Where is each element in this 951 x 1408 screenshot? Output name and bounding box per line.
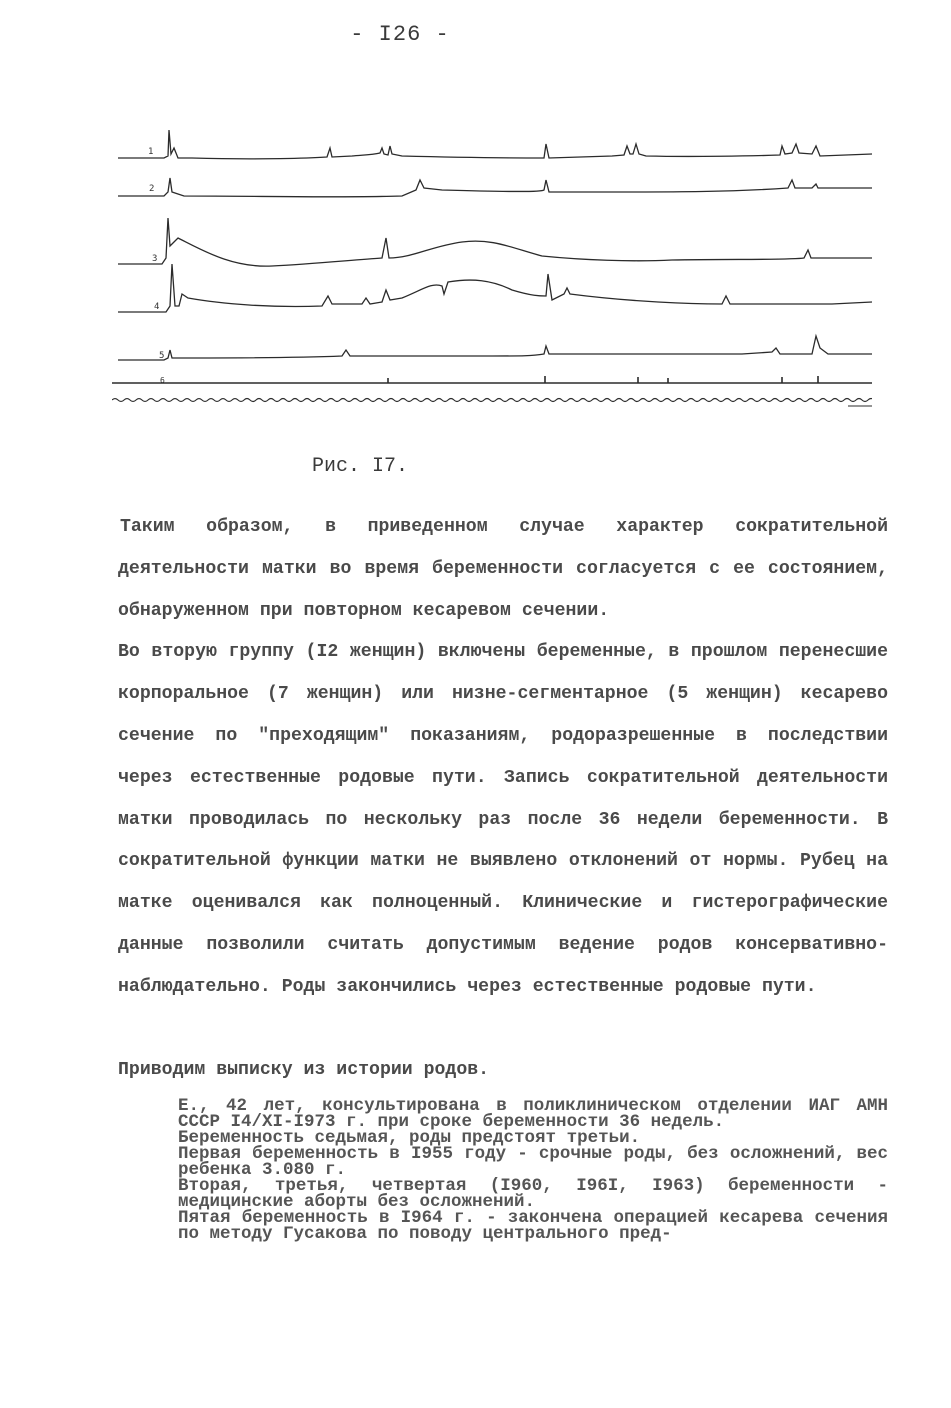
history-line-3: Первая беременность в I955 году - срочные роды, без осложнений, вес ребенка 3.080 г. <box>178 1144 888 1180</box>
page-number: - I26 - <box>350 22 450 47</box>
trace-label-4: 4 <box>154 302 160 312</box>
history-line-2: Беременность седьмая, роды предстоят третьи. <box>178 1128 641 1148</box>
hysterogram-traces <box>112 118 872 418</box>
figure-caption: Рис. I7. <box>312 455 409 478</box>
history-line-4: Вторая, третья, четвертая (I960, I96I, I963) беременности - медицинские аборты без осложнений. <box>178 1176 888 1212</box>
trace-label-2: 2 <box>149 184 155 194</box>
trace-label-6: 6 <box>160 376 165 385</box>
trace-5 <box>118 336 872 360</box>
time-marker-trace <box>112 399 872 402</box>
hysterogram-figure <box>112 118 872 418</box>
trace-1 <box>118 130 872 159</box>
paragraph-2: Во вторую группу (I2 женщин) включены беременные, в прошлом перенесшие корпоральное (7 женщин) или низне-сегментарное (5 женщин) кесарево сечение по "преходящим" показаниям, родоразрешенные в последствии через естественные родовые пути. Запись сократительной деятельности матки проводилась по нескольку раз после 36 недели беременности. В сократительной функции матки не выявлено отклонений от нормы. Рубец на матке оценивался как полноценный. Клинические и гистерографические данные позволили считать допустимым ведение родов консервативно- наблюдательно. Роды закончились через естественные родовые пути. <box>118 642 888 997</box>
trace-3 <box>118 218 872 266</box>
paragraph-1: Таким образом, в приведенном случае характер сократительной деятельности матки во время беременности согласуется с ее состоянием, обнаруженном при повторном кесаревом сечении. <box>118 517 888 621</box>
history-line-1: Е., 42 лет, консультирована в поликлиническом отделении ИАГ АМН СССР I4/XI-I973 г. при сроке беременности 36 недель. <box>178 1096 888 1132</box>
trace-label-1: 1 <box>148 147 154 157</box>
history-line-5: Пятая беременность в I964 г. - закончена операцией кесарева сечения по методу Гусакова по поводу центрального пред- <box>178 1208 888 1244</box>
main-text <box>118 507 888 1009</box>
case-history <box>118 1098 888 1242</box>
trace-label-5: 5 <box>159 351 165 361</box>
trace-2 <box>118 178 872 197</box>
paragraph-3: Приводим выписку из истории родов. <box>118 1060 490 1080</box>
trace-label-3: 3 <box>152 254 158 264</box>
trace-6 <box>112 376 872 383</box>
trace-4 <box>118 264 872 312</box>
